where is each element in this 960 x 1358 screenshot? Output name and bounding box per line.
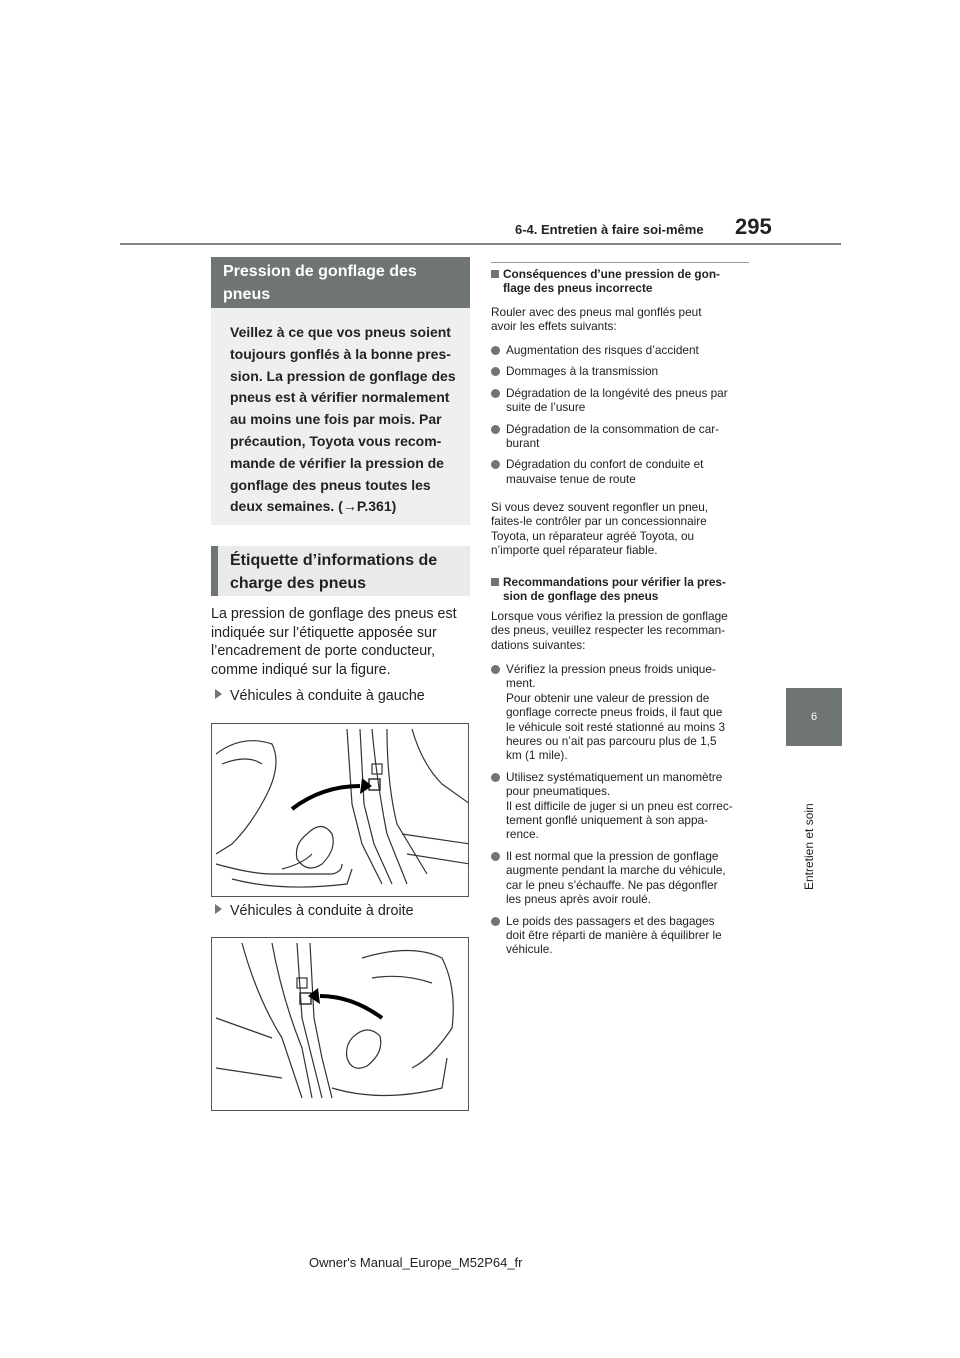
heading-tire-pressure: Pression de gonflage des pneus: [211, 257, 470, 308]
paragraph-line: Toyota, un réparateur agréé Toyota, ou: [491, 528, 695, 543]
square-bullet-icon: [491, 270, 499, 278]
bullet-line: véhicule.: [506, 942, 553, 957]
door-frame-illustration: [212, 938, 469, 1111]
paragraph-line: Si vous devez souvent regonfler un pneu,: [491, 500, 709, 514]
intro-line: gonflage des pneus toutes les: [230, 476, 431, 493]
paragraph-line: faites-le contrôler par un concessionnaire: [491, 514, 707, 529]
bullet-line: Utilisez systématiquement un manomètre: [506, 769, 723, 784]
bullet-line: heures ou n’ait pas parcouru plus de 1,5: [506, 734, 717, 749]
bullet-line: mauvaise tenue de route: [506, 471, 636, 486]
bullet-item: [491, 364, 753, 378]
intro-line: sion. La pression de gonflage des: [230, 367, 456, 384]
bullet-line: car le pneu s’échauffe. Ne pas dégonfler: [506, 877, 718, 892]
bullet-line: suite de l’usure: [506, 400, 586, 415]
triangle-icon: [215, 689, 222, 699]
bullet-line: doit être réparti de manière à équilibrer le: [506, 927, 722, 942]
bullet-line: pour pneumatiques.: [506, 784, 611, 799]
rhd-label: Véhicules à conduite à droite: [230, 903, 414, 919]
bullet-line: Augmentation des risques d’accident: [506, 343, 699, 357]
bullet-line: augmente pendant la marche du véhicule,: [506, 863, 726, 878]
bullet-line: Dégradation du confort de conduite et: [506, 457, 704, 472]
triangle-icon: [215, 904, 222, 914]
subsection-heading-line: flage des pneus incorrecte: [503, 281, 653, 296]
intro-text: [230, 322, 458, 518]
bullet-line: Pour obtenir une valeur de pression de: [506, 690, 710, 705]
paragraph-line: avoir les effets suivants:: [491, 319, 617, 334]
subsection-recommendations: [491, 575, 753, 604]
bullet-line: Le poids des passagers et des bagages: [506, 913, 715, 928]
square-bullet-icon: [491, 578, 499, 586]
subsection-heading-line: Recommandations pour vérifier la pres-: [491, 575, 753, 589]
body-line: l’encadrement de porte conducteur,: [211, 643, 436, 660]
bullet-line: le véhicule soit resté stationné au moins 3: [506, 719, 726, 734]
figure-lhd: [211, 723, 469, 897]
bullet-list: [491, 343, 753, 493]
bullet-item: [491, 849, 753, 907]
bullet-line: Il est difficile de juger si un pneu est correc-: [506, 798, 733, 813]
bullet-item: [491, 914, 753, 957]
subsection-heading-line: Conséquences d’une pression de gon-: [491, 267, 753, 281]
heading-tire-label-line1: Étiquette d’informations de: [230, 552, 438, 569]
figure-rhd: [211, 937, 469, 1111]
subsection-heading: [491, 575, 753, 604]
section-title: 6-4. Entretien à faire soi-même: [515, 222, 704, 237]
bullet-item: [491, 662, 753, 763]
header-rule: [120, 243, 841, 245]
body-line: La pression de gonflage des pneus est: [211, 606, 457, 622]
page-number: 295: [735, 214, 772, 239]
bullet-line: gonflage correcte pneus froids, il faut que: [506, 705, 723, 720]
bullet-list: [491, 662, 753, 964]
intro-line: toujours gonflés à la bonne pres-: [230, 345, 451, 362]
heading-tire-label-line2: charge des pneus: [230, 575, 367, 592]
bullet-line: rence.: [506, 827, 539, 842]
intro-box: [211, 308, 470, 525]
bullet-line: les pneus après avoir roulé.: [506, 892, 651, 907]
heading-tire-label: [211, 546, 470, 596]
bullet-item: [491, 386, 753, 415]
bullet-item: [491, 770, 753, 842]
paragraph-line: Rouler avec des pneus mal gonflés peut: [491, 305, 702, 319]
bullet-line: burant: [506, 436, 540, 451]
subsection-heading-line: sion de gonflage des pneus: [503, 589, 659, 604]
bullet-line: tement gonflé uniquement à son appa-: [506, 813, 708, 828]
chapter-label-text: Entretien et soin: [802, 803, 816, 890]
intro-line: Veillez à ce que vos pneus soient: [230, 324, 451, 340]
bullet-line: Dégradation de la consommation de car-: [506, 421, 720, 436]
bullet-line: Dégradation de la longévité des pneus par: [506, 385, 728, 400]
subsection-consequences: [491, 267, 753, 296]
body-line: comme indiqué sur la figure.: [211, 661, 391, 678]
paragraph: [491, 305, 753, 334]
bullet-line: km (1 mile).: [506, 748, 568, 763]
body-line: indiquée sur l’étiquette apposée sur: [211, 624, 437, 641]
body-paragraph: [211, 605, 473, 679]
lhd-item: [215, 688, 425, 704]
bullet-line: Il est normal que la pression de gonflage: [506, 848, 719, 863]
bullet-line: Vérifiez la pression pneus froids unique-: [506, 662, 716, 676]
intro-line: pneus est à vérifier normalement: [230, 389, 450, 406]
door-frame-illustration: [212, 724, 469, 897]
bullet-item: [491, 422, 753, 451]
rhd-item: [215, 903, 414, 919]
subsection-heading: [491, 267, 753, 296]
subsection-rule: [491, 262, 749, 263]
bullet-item: [491, 343, 753, 357]
lhd-label: Véhicules à conduite à gauche: [230, 688, 425, 704]
bullet-line: ment.: [506, 676, 536, 691]
chapter-label: [800, 770, 822, 890]
footer-text: Owner's Manual_Europe_M52P64_fr: [309, 1255, 523, 1270]
paragraph: [491, 500, 753, 558]
intro-line: mande de vérifier la pression de: [230, 454, 444, 471]
bullet-item: [491, 457, 753, 486]
bullet-line: Dommages à la transmission: [506, 364, 659, 379]
paragraph-line: Lorsque vous vérifiez la pression de gonflage: [491, 609, 728, 623]
paragraph-line: n’importe quel réparateur fiable.: [491, 543, 658, 558]
chapter-tab: [786, 688, 842, 746]
chapter-number: 6: [810, 711, 818, 723]
paragraph-line: des pneus, veuillez respecter les recomman-: [491, 623, 726, 638]
intro-line: précaution, Toyota vous recom-: [230, 432, 442, 449]
paragraph-line: dations suivantes:: [491, 637, 586, 652]
intro-line: au moins une fois par mois. Par: [230, 411, 442, 428]
paragraph: [491, 609, 753, 652]
intro-line: deux semaines. (→P.361): [230, 498, 397, 515]
